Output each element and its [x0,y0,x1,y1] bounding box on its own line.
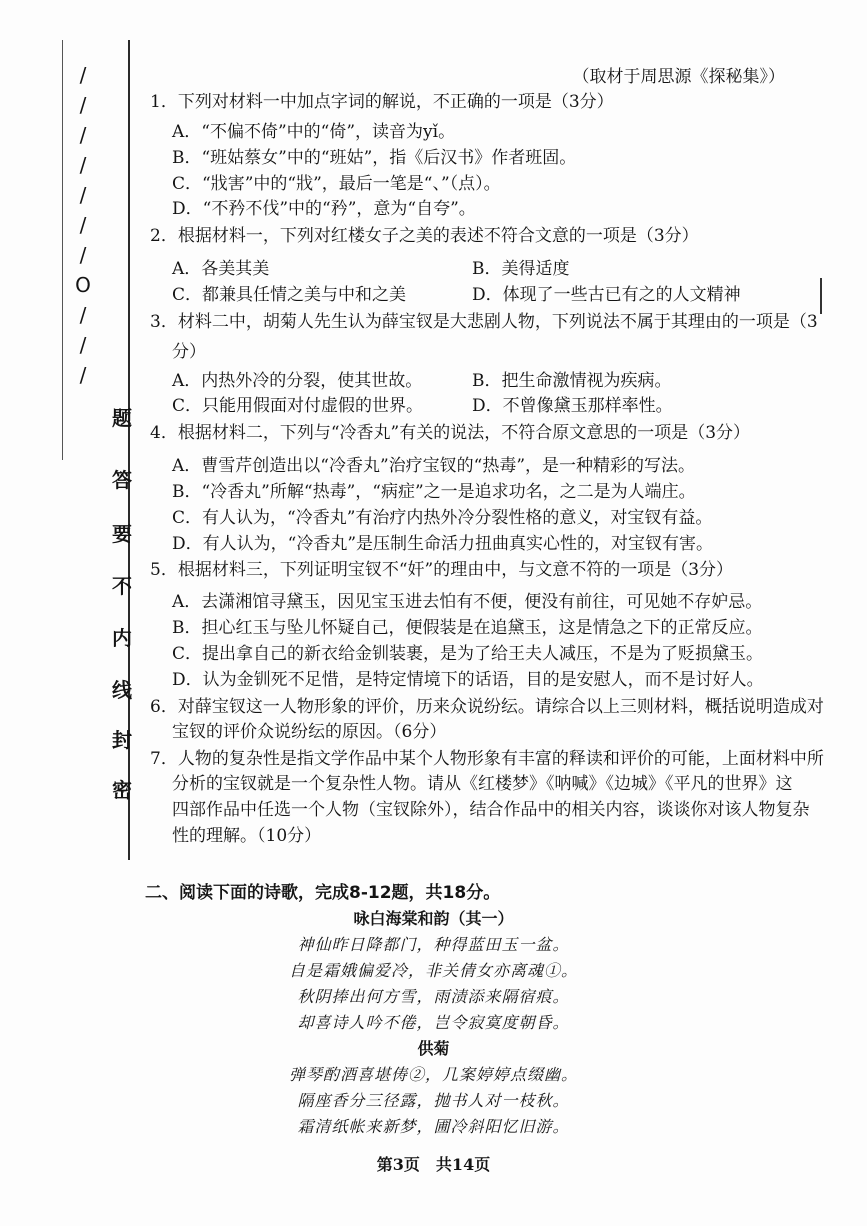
margin-glyph-nei: 内 [112,626,132,650]
question-7-stem: 7．人物的复杂性是指文学作品中某个人物形象有丰富的释读和评价的可能，上面材料中所 [150,749,824,769]
question-1-option-b: B．“班姑蔡女”中的“班姑”，指《后汉书》作者班固。 [172,148,577,168]
question-4-option-d: D．有人认为，“冷香丸”是压制生命活力扭曲真实心性的，对宝钗有害。 [172,534,714,554]
question-7-stem-line-4: 性的理解。（10分） [172,826,322,846]
poem-1-line-2: 自是霜娥偏爱冷，非关倩女亦离魂①。 [288,961,578,980]
question-3-option-c: C．只能用假面对付虚假的世界。 [172,396,424,416]
question-7-stem-line-3: 四部作品中任选一个人物（宝钗除外），结合作品中的相关内容，谈谈你对该人物复杂 [172,800,810,820]
poem-1-line-1: 神仙昨日降都门，种得蓝田玉一盆。 [297,935,570,954]
question-4-stem: 4．根据材料二，下列与“冷香丸”有关的说法，不符合原文意思的一项是（3分） [150,423,751,443]
question-5-option-c: C．提出拿自己的新衣给金钏装裹，是为了给王夫人减压，不是为了贬损黛玉。 [172,644,764,664]
margin-glyph-bu: 不 [112,574,132,598]
poem-1-line-4: 却喜诗人吟不倦，岂令寂寞度朝昏。 [297,1013,570,1032]
poem-2-line-2: 隔座香分三径露，抛书人对一枝秋。 [297,1091,570,1110]
margin-glyph-da: 答 [112,468,132,492]
question-1-option-a: A．“不偏不倚”中的“倚”，读音为yǐ。 [172,122,456,142]
question-5-option-b: B．担心红玉与坠儿怀疑自己，便假装是在追黛玉，这是情急之下的正常反应。 [172,618,763,638]
question-2-option-a: A．各美其美 [172,259,270,279]
question-1-option-c: C．“戕害”中的“戕”，最后一笔是“、”（点）。 [172,174,501,194]
margin-glyph-ti: 题 [112,406,132,430]
question-6-stem-cont: 宝钗的评价众说纷纭的原因。（6分） [172,722,447,742]
question-3-option-a: A．内热外冷的分裂，使其世故。 [172,371,423,391]
poem-2-line-3: 霜清纸帐来新梦，圃冷斜阳忆旧游。 [297,1117,570,1136]
question-4-option-c: C．有人认为，“冷香丸”有治疗内热外冷分裂性格的意义，对宝钗有益。 [172,508,713,528]
question-3-stem: 3．材料二中，胡菊人先生认为薛宝钗是大悲剧人物，下列说法不属于其理由的一项是（3 [150,312,818,332]
question-6-stem: 6．对薛宝钗这一人物形象的评价，历来众说纷纭。请综合以上三则材料，概括说明造成对 [150,697,824,717]
question-3-option-b: B．把生命激情视为疾病。 [472,371,672,391]
margin-glyph-yao: 要 [112,522,132,546]
question-3-stem-cont: 分） [172,342,206,362]
margin-mark-right [820,278,822,314]
page-footer: 第3页 共14页 [376,1155,491,1174]
question-2-stem: 2．根据材料一，下列对红楼女子之美的表述不符合文意的一项是（3分） [150,226,699,246]
binding-margin-rule [62,40,63,460]
question-1-option-d: D．“不矜不伐”中的“矜”，意为“自夸”。 [172,199,476,219]
margin-glyph-mi: 密 [112,778,132,802]
question-2-option-d: D．体现了一些古已有之的人文精神 [472,285,741,305]
question-3-option-d: D．不曾像黛玉那样率性。 [472,396,673,416]
poem-2-title: 供菊 [417,1039,450,1058]
question-2-option-c: C．都兼具任情之美与中和之美 [172,285,407,305]
question-4-option-a: A．曹雪芹创造出以“冷香丸”治疗宝钗的“热毒”，是一种精彩的写法。 [172,456,696,476]
binding-hole-marks: / / / / / / / O / / / [75,63,91,387]
question-4-option-b: B．“冷香丸”所解“热毒”，“病症”之一是追求功名，之二是为人端庄。 [172,482,696,502]
question-1-stem: 1．下列对材料一中加点字词的解说，不正确的一项是（3分） [150,92,614,112]
question-5-stem: 5．根据材料三，下列证明宝钗不“奸”的理由中，与文意不符的一项是（3分） [150,560,734,580]
poem-1-line-3: 秋阴捧出何方雪，雨渍添来隔宿痕。 [297,987,570,1006]
margin-glyph-xian: 线 [112,678,132,702]
margin-glyph-feng: 封 [112,728,132,752]
poem-2-line-1: 弹琴酌酒喜堪俦②，几案婷婷点缀幽。 [288,1065,578,1084]
section-2-heading: 二、阅读下面的诗歌，完成8-12题，共18分。 [145,883,501,903]
source-citation: （取材于周思源《探秘集》） [572,67,785,87]
question-2-option-b: B．美得适度 [472,259,570,279]
poem-1-title: 咏白海棠和韵（其一） [353,909,514,928]
question-5-option-d: D．认为金钏死不足惜，是特定情境下的话语，目的是安慰人，而不是讨好人。 [172,670,764,690]
question-5-option-a: A．去潇湘馆寻黛玉，因见宝玉进去怕有不便，便没有前往，可见她不存妒忌。 [172,592,763,612]
question-7-stem-line-2: 分析的宝钗就是一个复杂性人物。请从《红楼梦》《呐喊》《边城》《平凡的世界》这 [172,774,793,794]
